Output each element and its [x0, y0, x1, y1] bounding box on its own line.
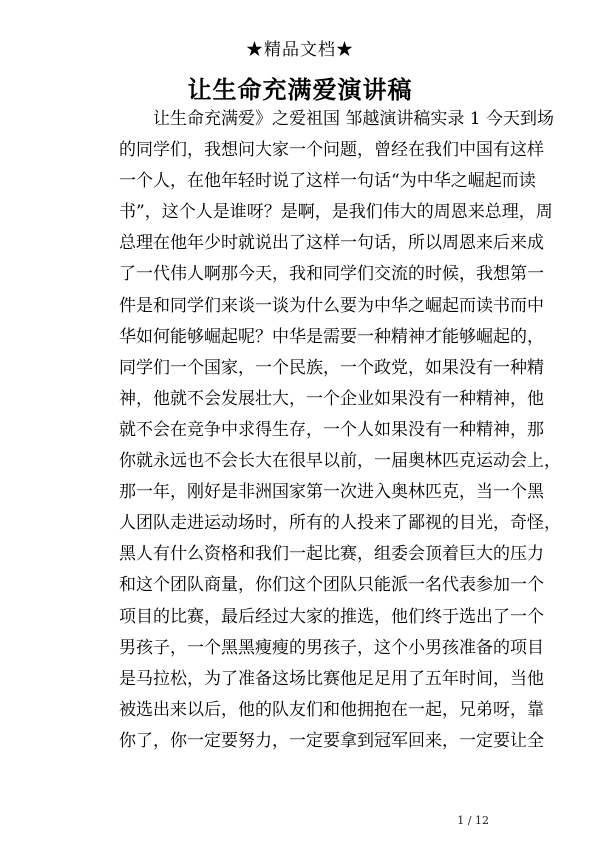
body-line: 书”，这个人是谁呀？是啊，是我们伟大的周恩来总理，周 [119, 202, 553, 223]
body-line: 男孩子，一个黑黑瘦瘦的男孩子，这个小男孩准备的项目 [119, 637, 544, 658]
body-line: 被选出来以后，他的队友们和他拥抱在一起，兄弟呀，靠 [119, 699, 544, 720]
body-line: 人团队走进运动场时，所有的人投来了鄙视的目光，奇怪， [119, 513, 561, 534]
body-line: 和这个团队商量，你们这个团队只能派一名代表参加一个 [119, 575, 544, 596]
body-line: 同学们一个国家，一个民族，一个政党，如果没有一种精 [119, 357, 544, 378]
body-line: 你了，你一定要努力，一定要拿到冠军回来，一定要让全 [119, 730, 544, 751]
page-number: 1 / 12 [457, 814, 489, 827]
body-line: 你就永远也不会长大在很早以前，一届奥林匹克运动会上， [119, 451, 561, 472]
body-line: 神，他就不会发展壮大，一个企业如果没有一种精神，他 [119, 388, 544, 409]
body-line: 一个人，在他年轻时说了这样一句话“为中华之崛起而读 [119, 171, 536, 192]
body-line: 件是和同学们来谈一谈为什么要为中华之崛起而读书而中 [119, 295, 544, 316]
document-header-mark: ★精品文档★ [246, 40, 354, 60]
body-line: 黑人有什么资格和我们一起比赛，组委会顶着巨大的压力 [119, 544, 544, 565]
body-line: 项目的比赛，最后经过大家的推选，他们终于选出了一个 [119, 606, 544, 627]
body-line: 华如何能够崛起呢？中华是需要一种精神才能够崛起的， [119, 326, 544, 347]
body-line: 就不会在竞争中求得生存，一个人如果没有一种精神，那 [119, 419, 544, 440]
body-line: 那一年，刚好是非洲国家第一次进入奥林匹克，当一个黑 [119, 482, 544, 503]
body-line: 让生命充满爱》之爱祖国 邹越演讲稿实录 1 今天到场 [153, 109, 555, 129]
body-line: 总理在他年少时就说出了这样一句话，所以周恩来后来成 [119, 233, 544, 254]
body-line: 是马拉松，为了准备这场比赛他足足用了五年时间，当他 [119, 668, 544, 689]
body-line: 了一代伟人啊那今天，我和同学们交流的时候，我想第一 [119, 264, 544, 285]
document-title: 让生命充满爱演讲稿 [187, 75, 413, 104]
document-body [119, 104, 561, 757]
body-line: 的同学们，我想问大家一个问题，曾经在我们中国有这样 [119, 140, 544, 161]
